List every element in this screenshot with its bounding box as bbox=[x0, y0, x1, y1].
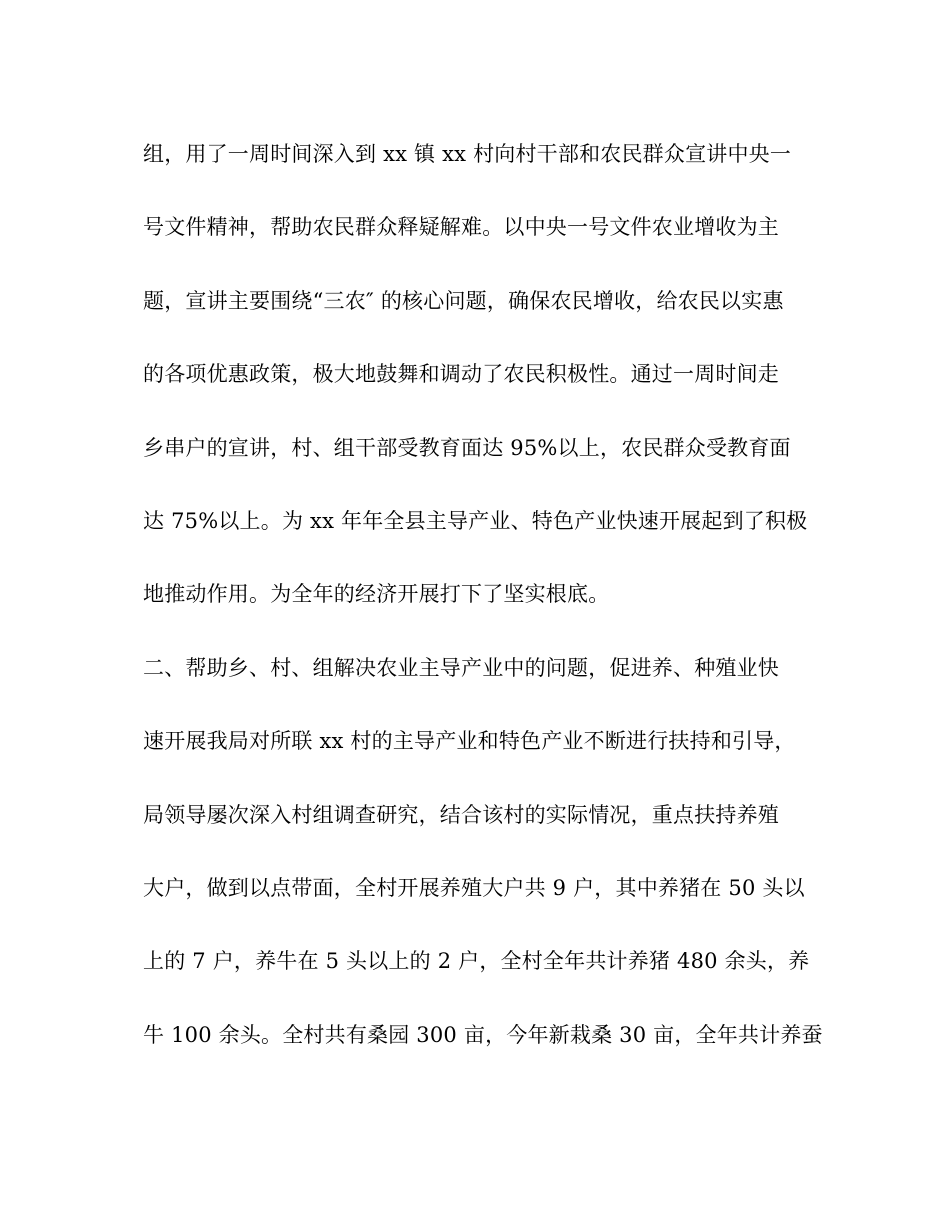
text-line: 牛 100 余头。全村共有桑园 300 亩，今年新栽桑 30 亩，全年共计养蚕 bbox=[143, 1022, 823, 1047]
text-line: 的各项优惠政策，极大地鼓舞和调动了农民积极性。通过一周时间走 bbox=[143, 362, 779, 387]
text-line: 速开展我局对所联 xx 村的主导产业和特色产业不断进行扶持和引导， bbox=[143, 729, 796, 754]
text-line: 号文件精神，帮助农民群众释疑解难。以中央一号文件农业增收为主 bbox=[143, 215, 779, 240]
text-line: 地推动作用。为全年的经济开展打下了坚实根底。 bbox=[143, 582, 610, 607]
text-line: 题，宣讲主要围绕“三农″ 的核心问题，确保农民增收，给农民以实惠 bbox=[143, 288, 784, 313]
section-heading-line: 二、帮助乡、村、组解决农业主导产业中的问题，促进养、种殖业快 bbox=[143, 655, 779, 680]
text-line: 达 75%以上。为 xx 年年全县主导产业、特色产业快速开展起到了积极 bbox=[143, 508, 808, 533]
text-line: 大户，做到以点带面，全村开展养殖大户共 9 户，其中养猪在 50 头以 bbox=[143, 875, 805, 900]
text-line: 上的 7 户，养牛在 5 头以上的 2 户，全村全年共计养猪 480 余头，养 bbox=[143, 949, 810, 974]
text-line: 组，用了一周时间深入到 xx 镇 xx 村向村干部和农民群众宣讲中央一 bbox=[143, 142, 792, 166]
text-line: 局领导屡次深入村组调查研究，结合该村的实际情况，重点扶持养殖 bbox=[143, 802, 779, 827]
body-text bbox=[143, 134, 823, 1088]
text-line: 乡串户的宣讲，村、组干部受教育面达 95%以上，农民群众受教育面 bbox=[143, 435, 791, 460]
